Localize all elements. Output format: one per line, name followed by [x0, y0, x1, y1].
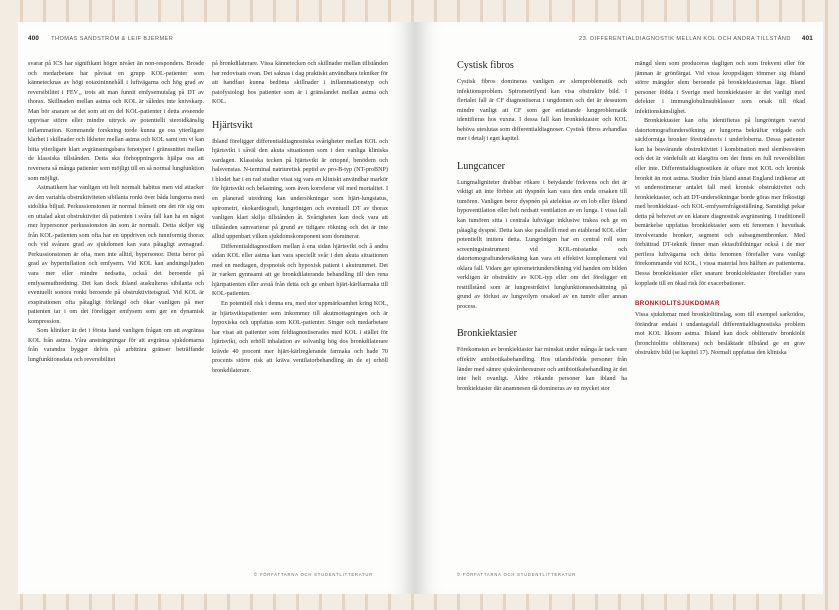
right-page [415, 22, 823, 594]
subheading-bronkiolitsjukdomar: BRONKIOLITSJUKDOMAR [635, 300, 720, 308]
right-page-number: 401 [801, 35, 813, 42]
paragraph: Bronkiektasier kan ofta identifieras på lungröntgen varvid datortomografiundersökning av lungorna bekräftar vidgade och säckformiga bronker företrädesvis i underloberna. Dessa patienter kan ha besvärande obstruktivitet i kombination med slembesvären och det är värdefullt att klargöra om det finns en full reversibilitet eller inte. Differentialdiagnostiken är oftare mot KOL och kronisk bronkit än mot astma. Studier från bland annat England indikerar att vi underestimerar antalet fall med kronisk obstruktivitet och bronkiektasier, och att DT-undersökningar borde göras mer frikostigt med bronkiektasi- och KOL-emfysemfrågeställning. Samtidigt pekar detta på behovet av en klarare diagnostisk avgränsning. I traditionell bemärkelse uppfattas bronkiektasier som ett fenomen i huvudsak involverande bronker, segment och subsegmentbronker. Med förbättrad DT-teknik finner man ektasibildningar också i de mer perifera luftvägarna och detta fenomen förefaller vara vanligt förekommande vid KOL, i vissa material hos hälften av patienterna. Dessa bronkiektasier eller snarare bronkiolektasier förefaller vara kopplade till en ökad risk för exacerbationer. [635, 118, 805, 287]
right-column-1 [457, 60, 627, 394]
paragraph: Cystisk fibros domineras vanligen av slemproblematik och infektionsproblem. Spirometrifynd kan visa obstruktiv bild. I flertalet fall är CF diagnostiserat i ungdomen och det är dessutom mindre vanligt att CF som ger enfattande lungproblematik identifieras hos vuxna. I dessa fall kan bronkiektasier och KOL behöva uteslutas som differentialdiagnoser. Cystisk fibros avhandlas mer i detalj i eget kapitel. [457, 79, 627, 143]
paragraph: på bronkdilaterare. Vissa kännetecken och skillnader mellan tillstånden har redovisats ovan. Det saknas i dag praktiskt användbara tekniker för att handfast kunna bedöma skillnader i inflammationstyp och patofysiologi hos patienter som är i gränslandet mellan astma och KOL. [212, 61, 388, 106]
left-page [18, 22, 415, 594]
left-column-2 [212, 60, 388, 376]
paragraph: Vissa sjukdomar med bronkiolitinslag, som till exempel sarkoidos, förändrar endast i undantagsfall differentialdiagnostiska problem mot KOL liksom astma. Ibland kan dock obliterativ bronkiolit (bronchiolitis obliterans) och besläktade tillstånd ge en grav obstruktiv bild (se kapitel 17). Normalt uppfattas den kliniska [635, 312, 805, 357]
paragraph: Förekomsten av bronkiektasier har minskat under många år tack vare effektiv antibiotikabehandling. Hos utlandsfödda personer från länder med sämre sjukvårdsresurser och antibiotikabehandling är det inte helt ovanligt. Äldre rökande personer kan ibland ha bronkiektasier där anamnesen då domineras av en mycket stor [457, 347, 628, 392]
right-column-2 [635, 60, 805, 359]
section-heading-bronkiektasier: Bronkiektasier [457, 328, 517, 340]
section-heading-hjartsvikt: Hjärtsvikt [212, 119, 253, 131]
paragraph: Som kliniker är det i första hand vanligen frågan om att avgränsa KOL från astma. Våra ansträngningar för att avgränsa sjukdomarna från varandra bygger delvis på arbiträra gränser beträffande lungfunktionsdata och reversibilitet [28, 328, 204, 363]
paragraph: Astmatikern har vanligen ett helt normalt habitus men vid attacker av den variabla obstruktiviteten sibilanta ronki över båda lungorna med sidolika biljud. Perkussionstonen är normal frånsett om det rör sig om en uttalad akut obstruktivitet då patienten i svåra fall kan ha en något mer hypersonor perkussionston än som är normalt. Detta skiljer sig från KOL-patienten som ofta har en uppdriven och tunnformig thorax och vid svårare grad av sjukdomen kan vara påtagligt avmagrad. Perkussionstonen är ofta, men inte alltid, hypersonor. Detta beror på grad av hyperinflation och emfysem. Vid KOL kan andningsljuden vara mer eller mindre nedsatta, också det beroende på emfysemutbredning. Det kan dock ibland auskulteras sibilanta och eventuellt sonora ronki beroende på obstruktivitetsgrad. Vid KOL är exspirationen ofta påtagligt förlängd och ökar vanligen på mer patienten tar i om det föreligger emfysem som ger en dynamisk kompression. [28, 185, 204, 325]
left-page-footer: © FÖRFATTARNA OCH STUDENTLITTERATUR [254, 572, 374, 577]
left-page-number: 400 [28, 35, 40, 42]
paragraph: Ibland föreligger differentialdiagnostiska svårigheter mellan KOL och hjärtsvikt i såväl den akuta situationen som i den vanliga kliniska vardagen. Klassiska tecken på hjärtsvikt är ortopné, benödem och halsvenstas. N-terminal natriuretisk peptid av pro-B-typ (NT-proBNP) i blodet har i en rad studier visat sig vara en kliniskt användbar markör för hjärtsvikt och belastning, som även korrelerar väl med mortalitet. I en planerad utredning kan undersökningar som hjärt-lungstatus, spirometri, ekokardiografi, lungröntgen och eventuell DT av thorax vanligen klart skilja tillstånden åt. Svårigheten kan dock vara att tillstånden samvarierar på grund av tidigare rökning och det är inte alltid uppenbart vilken sjukdomskomponent som dominerar. [212, 138, 388, 241]
paragraph: En potentiell risk i denna era, med stor uppmärksamhet kring KOL, är hjärtsviktspatienter som inkommer till akutmottagningen och är hypoxiska och uppfattas som KOL-patienter. Singer och medarbetare har visat att patienter som feldiagnostiserades med KOL i stället för hjärtsvikt, och erhöll inhalation av solvanlig hög dos bronkdilaterare krävde 40 procent mer hjärt-kärlreglerande farmaka och hade 70 procents större risk att kräva ventilatorbehandling än de ej erhöll bronkdilaterare. [212, 301, 388, 374]
section-heading-lungcancer: Lungcancer [457, 160, 506, 172]
left-column-1 [28, 60, 204, 366]
left-page-header [28, 35, 173, 42]
right-running-head: 23. DIFFERENTIALDIAGNOSTIK MELLAN KOL OCH ANDRA TILLSTÅND [579, 36, 791, 42]
left-running-head: THOMAS SANDSTRÖM & LEIF BJERMER [51, 36, 174, 42]
right-page-header [579, 35, 813, 42]
section-heading-cystisk-fibros: Cystisk fibros [457, 60, 514, 71]
paragraph: svarar på ICS har signifikant högre nivåer än non-responders. Brosde och medarbetare har påvisat en grupp KOL-patienter som kännetecknas av högt eotaxininnehåll i luftvägarna och hög grad av reversibilitet i FEV₁, trots att man funnit emfysemutslag på DT av thorax. Skillnaden mellan astma och KOL är således inte knivskarp. Man bör snarare se det som att en del KOL-patienter i detta avseende uppvisar större eller mindre uttryck av potentiellt steroidkänslig inflammation. Kommande forskning torde kunna ge oss ytterligare klarhet i skillnader och likheter mellan astma och KOL samt om vi kan hitta ytterligare klart avgränsningsbara fenotyper i gränssnittet mellan de klassiska tillstånden. Detta ska förhoppningsvis hjälpa oss att reversera så många patienter som möjligt till en så normal lungfunktion som möjligt. [28, 61, 204, 182]
right-page-footer: © FÖRFATTARNA OCH STUDENTLITTERATUR [457, 572, 577, 577]
paragraph: Differentialdiagnostiken mellan å ena sidan hjärtsvikt och å andra sidan KOL eller astma kan vara speciellt svår i den akuta situationen med en medtagen, dyspnoisk och hypoxisk patient i akutrummet. Det är varken gynnsamt att ge bronkdilaterande behandling till den rena hjärtpatienten eller avstå från detta och ge enbart hjärt-kärlfarmaka till KOL-patienten. [212, 243, 388, 298]
paragraph: mängd slem som produceras dagligen och som frekvent eller för jämnan är grönfärgat. Vid vissa kroppslägen tömmer sig ibland större mängder slem beroende på bronkiektasiernas läge. Bland personer födda i Sverige med bronkiektasier är det vanligt med defekter i immunglobulinsubklasser som orsak till ökad infektionskänslighet. [635, 61, 805, 115]
paragraph: Lungmaligniteter drabbar rökare i betydande frekvens och det är viktigt att inte förbise att dyspnén kan vara den enda orsaken till tumören. Vanligen beror dyspnén på atelektas av en lob eller ibland hypoventilation eller helt nedsatt ventilation av en lunga. I vissa fall kan tumören sitta i centrala luftvägar inklusive trakea och ge en påtaglig dyspné. Detta kan ske parallellt med en etablerad KOL eller potentiellt imitera detta. Lungröntgen har en central roll som screeningsinstrument vid KOL-misstanke och datortomografiundersökning kan vara ett effektivt komplement vid oklara fall. Vidare ger spirometriundersökning vid handen om bilden verkligen är obstruktiv av KOL-typ eller om det föreligger ett resttillstånd som är lungrestriktivt lungfunktionsnedsättning på grund av förlust av lungvolym orsakad av en tumör eller annan process. [457, 179, 627, 310]
